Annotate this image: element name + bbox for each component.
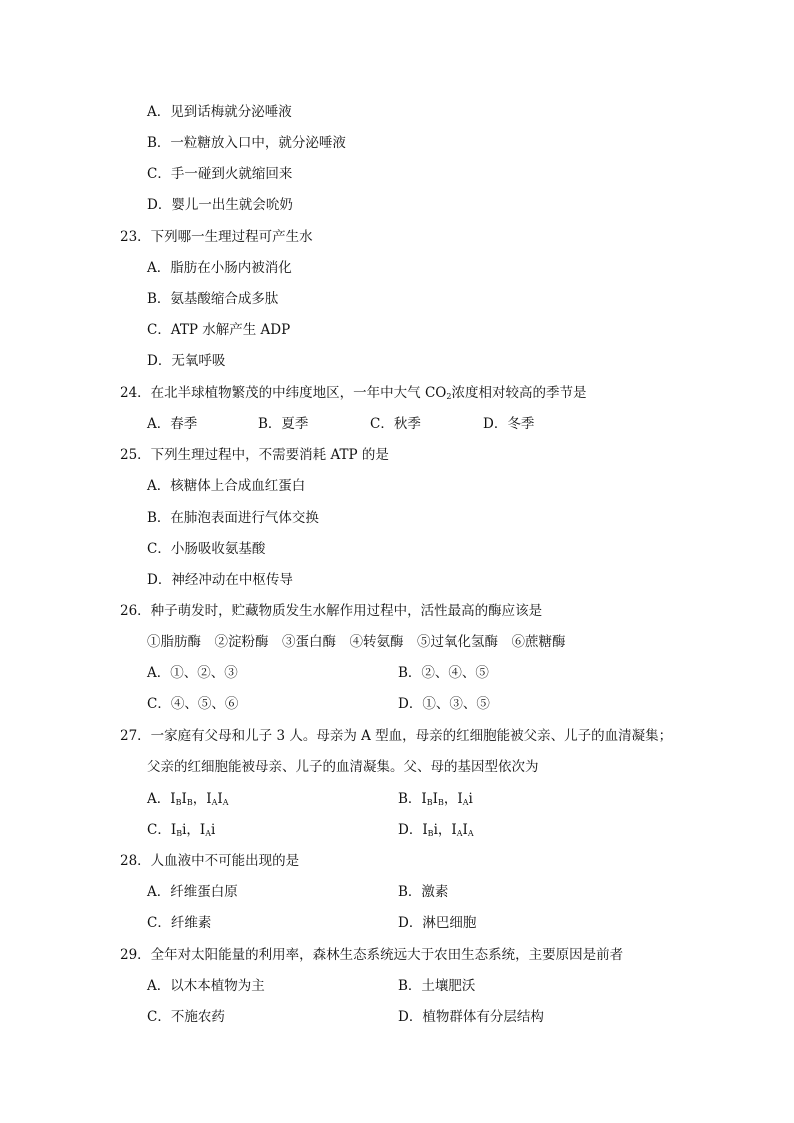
q27-option-b-label: B． [398,791,422,807]
allele-symbol: I [206,791,212,807]
q26-option-c: C．④、⑤、⑥ [147,696,239,712]
q22-option-d: D．婴儿一出生就会吮奶 [147,197,293,213]
allele-recessive: i [468,791,473,807]
allele-symbol: I [462,822,468,838]
q24-option-d: D．冬季 [483,416,535,432]
q27-option-b [398,790,473,808]
q27-option-a [147,790,228,808]
separator: ， [443,791,458,807]
q28-option-c: C．纤维素 [147,915,212,931]
q23-option-b: B．氨基酸缩合成多肽 [147,291,279,307]
q26-option-d: D．①、③、⑤ [398,696,490,712]
allele-sub: B [175,798,182,807]
q25-option-c: C．小肠吸收氨基酸 [147,541,266,557]
allele-symbol: I [421,791,427,807]
allele-sub: B [427,829,434,838]
q24-stem-pre: 24．在北半球植物繁茂的中纬度地区，一年中大气 CO [120,385,447,401]
allele-sub: A [467,829,474,838]
q22-option-a: A．见到话梅就分泌唾液 [147,104,292,120]
allele-symbol: I [181,791,187,807]
allele-symbol: I [170,822,177,838]
allele-symbol: I [170,791,176,807]
q22-option-c: C．手一碰到火就缩回来 [147,166,293,182]
allele-symbol: I [457,791,463,807]
q23-option-d: D．无氧呼吸 [147,353,226,369]
q29-stem: 29．全年对太阳能量的利用率，森林生态系统远大于农田生态系统，主要原因是前者 [120,947,624,963]
allele-symbol: I [432,791,438,807]
allele-sub: A [211,798,218,807]
q27-option-d [398,821,474,839]
allele-recessive: i [433,822,438,838]
q24-stem-post: 浓度相对较高的季节是 [451,385,587,401]
q25-option-d: D．神经冲动在中枢传导 [147,572,293,588]
q28-stem: 28．人血液中不可能出现的是 [120,853,300,869]
q24-stem [120,384,586,402]
q27-stem-line1: 27．一家庭有父母和儿子 3 人。母亲为 A 型血，母亲的红细胞能被父亲、儿子的血清凝集； [120,728,673,744]
allele-symbol: I [451,822,457,838]
q27-option-d-label: D． [398,822,423,838]
allele-sub: A [222,798,229,807]
q28-option-a: A．纤维蛋白原 [147,884,238,900]
q23-stem: 23．下列哪一生理过程可产生水 [120,229,313,245]
q26-enzyme-list: ①脂肪酶 ②淀粉酶 ③蛋白酶 ④转氨酶 ⑤过氧化氢酶 ⑥蔗糖酶 [147,634,566,650]
q29-option-a: A．以木本植物为主 [147,978,265,994]
allele-sub: B [426,798,433,807]
allele-symbol: I [199,822,206,838]
q28-option-d: D．淋巴细胞 [398,915,477,931]
q25-stem: 25．下列生理过程中，不需要消耗 ATP 的是 [120,447,389,463]
separator: ， [192,791,207,807]
allele-sub: A [205,829,212,838]
q22-option-b: B．一粒糖放入口中，就分泌唾液 [147,135,346,151]
q27-option-c [147,821,215,839]
allele-sub: B [438,798,444,807]
q26-option-b: B．②、④、⑤ [398,665,489,681]
q24-option-a: A．春季 [147,416,198,432]
separator: ， [437,822,452,838]
q29-option-d: D．植物群体有分层结构 [398,1009,544,1025]
q25-option-b: B．在肺泡表面进行气体交换 [147,510,319,526]
q29-option-c: C．不施农药 [147,1009,225,1025]
allele-sub: A [462,798,469,807]
allele-recessive: i [211,822,216,838]
q27-option-c-label: C． [147,822,171,838]
allele-recessive: i [182,822,187,838]
q27-stem-line2: 父亲的红细胞能被母亲、儿子的血清凝集。父、母的基因型依次为 [147,759,539,775]
q26-option-a: A．①、②、③ [147,665,238,681]
q23-option-c: C．ATP 水解产生 ADP [147,322,291,338]
allele-sub: B [186,798,193,807]
q29-option-b: B．土壤肥沃 [398,978,476,994]
q24-stem-sub: 2 [446,392,452,401]
separator: ， [186,822,200,838]
q25-option-a: A．核糖体上合成血红蛋白 [147,478,306,494]
allele-sub: B [176,829,183,838]
q24-option-c: C．秋季 [370,416,421,432]
allele-symbol: I [217,791,223,807]
q24-option-b: B．夏季 [258,416,309,432]
q28-option-b: B．激素 [398,884,449,900]
allele-symbol: I [422,822,428,838]
q27-option-a-label: A． [147,791,171,807]
q23-option-a: A．脂肪在小肠内被消化 [147,260,292,276]
q26-stem: 26．种子萌发时，贮藏物质发生水解作用过程中，活性最高的酶应该是 [120,603,543,619]
allele-sub: A [456,829,463,838]
